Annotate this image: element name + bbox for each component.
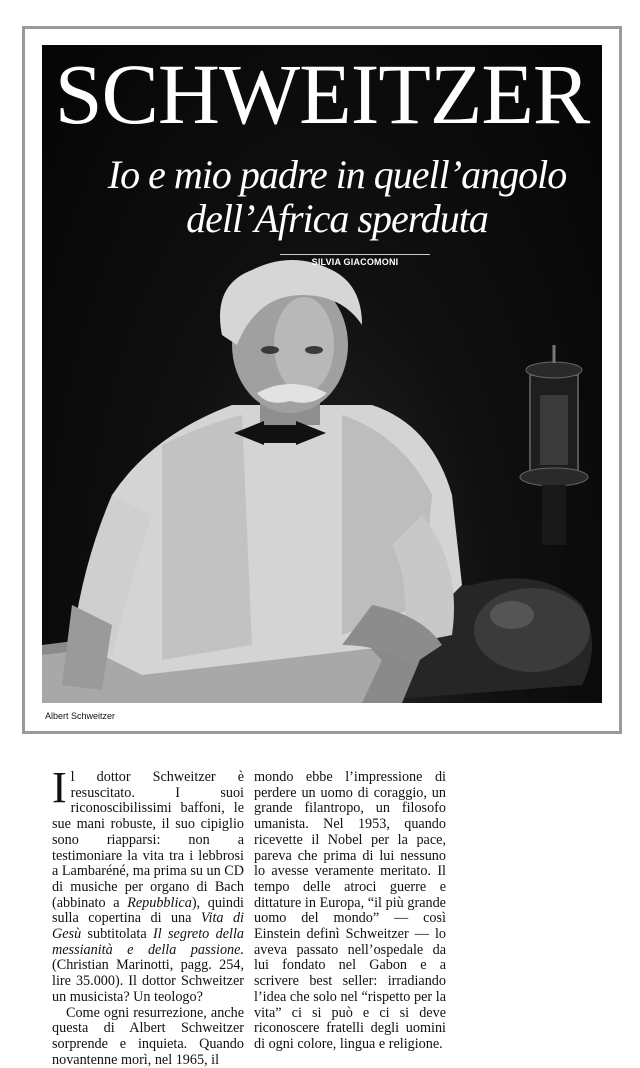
lantern-illustration <box>520 345 588 545</box>
photo-illustration <box>42 45 602 703</box>
paragraph-2: Come ogni resurrezione, anche questa di Albert Schweitzer sorprende e inquieta. Quando novantenne morì, nel 1965, il <box>52 1004 244 1068</box>
para1-vita: Vita di Gesù <box>52 910 244 943</box>
subtitle: Io e mio padre in quell’angolo dell’Africa sperduta <box>107 152 567 241</box>
column-2-text: mondo ebbe l’impressione di perdere un uomo di coraggio, un grande filantropo, un filosofo umanista. Nel 1953, quando ricevette il Nobel per la pace, pareva che prima di lui nessuno lo avesse veramente meritato. Il tempo delle atroci guerre e dittature in Europa, “il più grande uomo del mondo” — così Einstein definì Schweitzer — lo aveva passato nell’ospedale da lui fondato nel Gabon e a scrivere best seller: irradiando l’idea che solo nel “rispetto per la vita” ci si può e ci si deve riconoscere fratelli degli uomini di ogni colore, lingua e religione. <box>254 769 446 1052</box>
drop-cap: I <box>52 763 67 812</box>
article-column-2 <box>254 770 446 1053</box>
para1-text-d: (Christian Marinotti, pagg. 254, lire 35.000). Il dottor Schweitzer un musicista? Un teologo? <box>52 957 244 1005</box>
headline: SCHWEITZER <box>54 46 590 142</box>
author-byline: SILVIA GIACOMONI <box>311 257 399 267</box>
doctor-illustration <box>62 260 462 690</box>
article-column-1 <box>52 763 244 1068</box>
article-photo <box>42 45 602 703</box>
photo-caption: Albert Schweitzer <box>45 711 116 721</box>
para1-repubblica: Repubblica <box>127 894 192 911</box>
para1-text-b: ), quindi sulla copertina di una <box>52 894 244 927</box>
para1-segreto: Il segreto della messianità e della passione. <box>52 926 244 958</box>
para1-text-a: l dottor Schweitzer è resuscitato. I suoi riconoscibilissimi baffoni, le sue mani robuste, il suo cipiglio sono riapparsi: non a testimoniare la vita tra i lebbrosi a Lambaréné, ma prima su un CD di musiche per organo di Bach (abbinato a <box>52 769 244 911</box>
byline-rule <box>280 254 430 255</box>
para1-text-c: subtitolata <box>81 926 153 943</box>
